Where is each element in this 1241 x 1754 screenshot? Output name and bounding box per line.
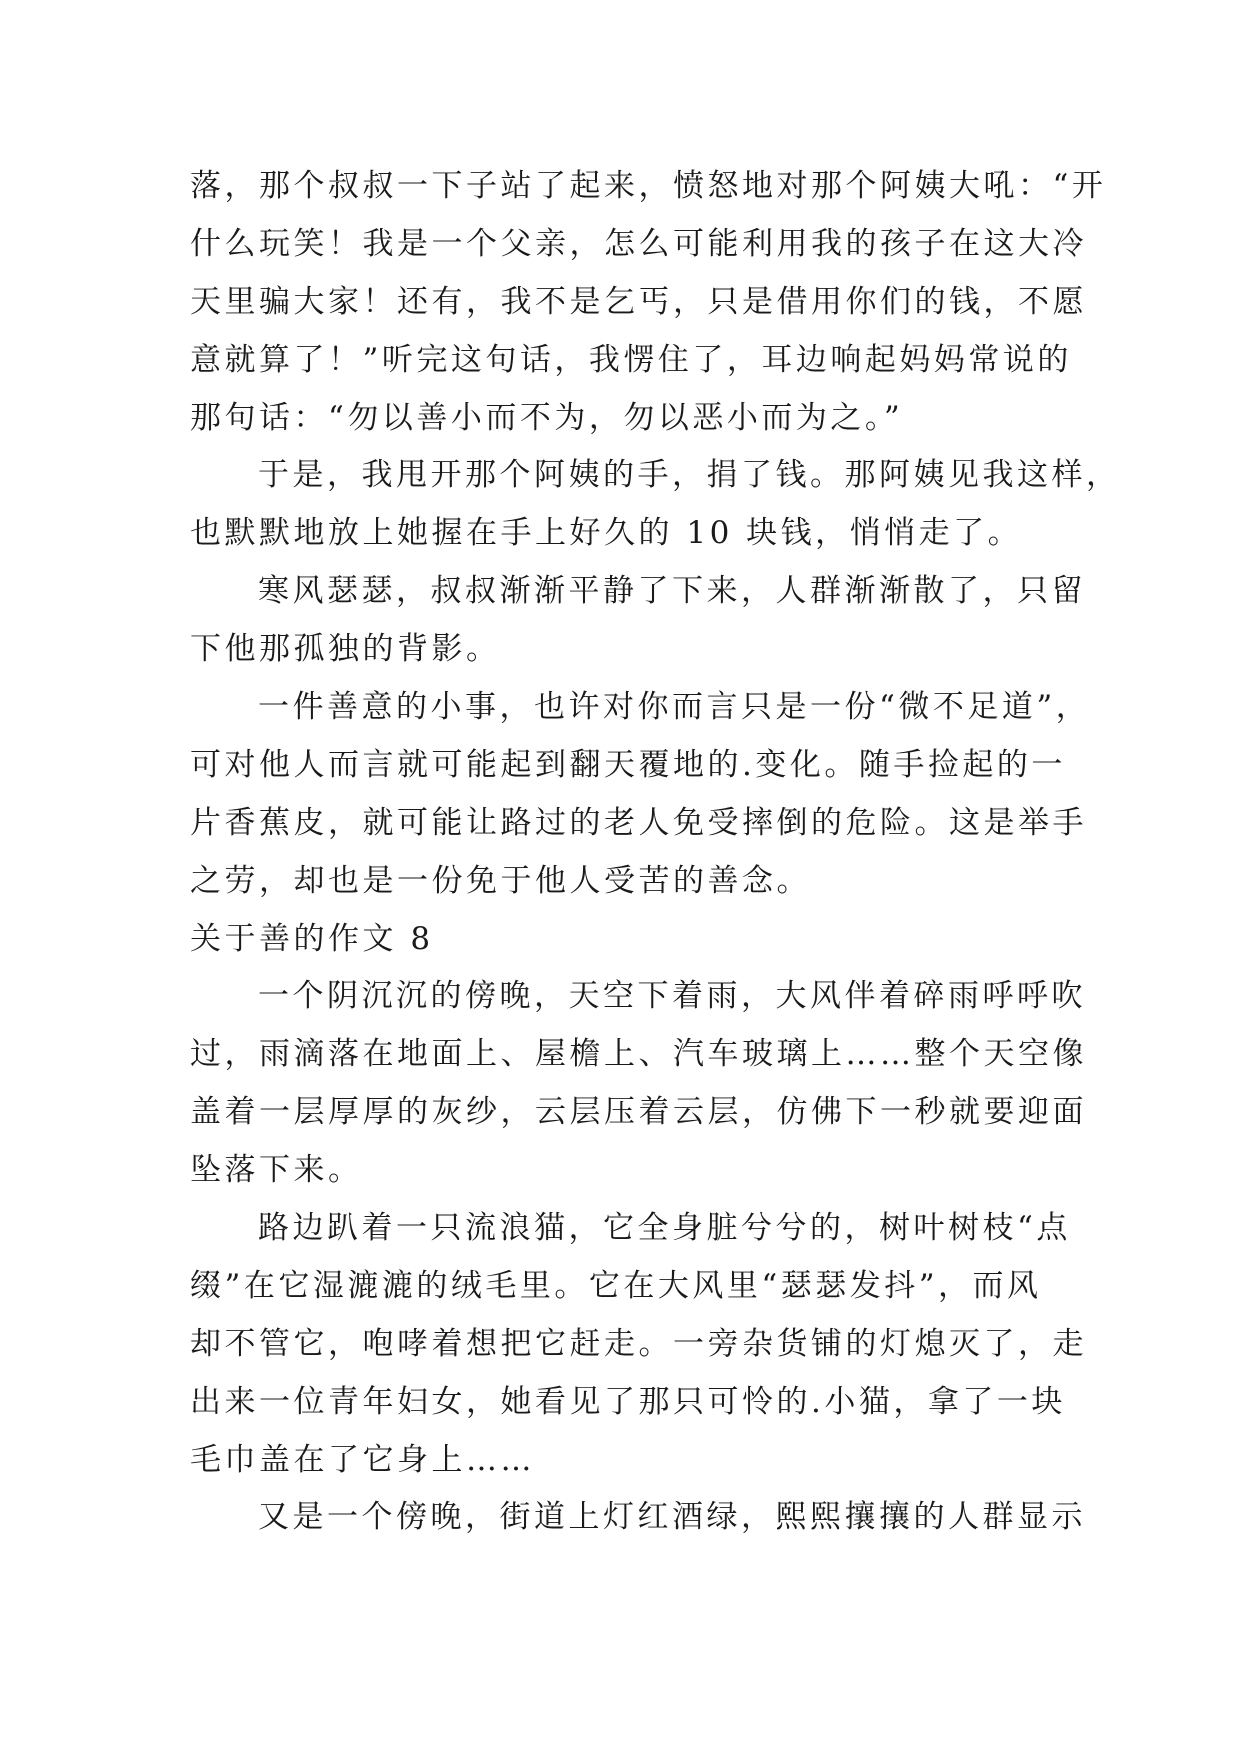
paragraph-start-line: 路边趴着一只流浪猫，它全身脏兮兮的，树叶树枝“点 <box>258 1210 1071 1247</box>
text-line: 盖着一层厚厚的灰纱，云层压着云层，仿佛下一秒就要迎面 <box>190 1094 1087 1131</box>
text-line: 什么玩笑！我是一个父亲，怎么可能利用我的孩子在这大冷 <box>190 225 1087 262</box>
text-line: 出来一位青年妇女，她看见了那只可怜的.小猫，拿了一块 <box>190 1383 1066 1420</box>
text-line: 也默默地放上她握在手上好久的 10 块钱，悄悄走了。 <box>190 515 1023 552</box>
text-line: 下他那孤独的背影。 <box>190 631 501 668</box>
paragraph-start-line: 寒风瑟瑟，叔叔渐渐平静了下来，人群渐渐散了，只留 <box>258 573 1086 610</box>
text-line: 片香蕉皮，就可能让路过的老人免受摔倒的危险。这是举手 <box>190 804 1087 841</box>
text-line: 之劳，却也是一份免于他人受苦的善念。 <box>190 862 811 899</box>
text-line: 坠落下来。 <box>190 1152 363 1189</box>
text-line: 天里骗大家！还有，我不是乞丐，只是借用你们的钱，不愿 <box>190 283 1087 320</box>
text-line: 却不管它，咆哮着想把它赶走。一旁杂货铺的灯熄灭了，走 <box>190 1325 1087 1362</box>
text-line: 可对他人而言就可能起到翻天覆地的.变化。随手捡起的一 <box>190 746 1066 783</box>
paragraph-start-line: 于是，我甩开那个阿姨的手，捐了钱。那阿姨见我这样， <box>258 457 1121 494</box>
paragraph-start-line: 一件善意的小事，也许对你而言只是一份“微不足道”， <box>258 689 1091 726</box>
text-line: 那句话：“勿以善小而不为，勿以恶小而为之。” <box>190 399 904 436</box>
text-line: 落，那个叔叔一下子站了起来，愤怒地对那个阿姨大吼：“开 <box>190 168 1107 204</box>
paragraph-start-line: 一个阴沉沉的傍晚，天空下着雨，大风伴着碎雨呼呼吹 <box>258 978 1086 1015</box>
text-line: 意就算了！”听完这句话，我愣住了，耳边响起妈妈常说的 <box>190 341 1072 378</box>
paragraph-start-line: 又是一个傍晚，街道上灯红酒绿，熙熙攘攘的人群显示 <box>258 1499 1086 1536</box>
section-heading: 关于善的作文 8 <box>190 920 434 957</box>
document-body <box>190 158 1121 1547</box>
text-line: 过，雨滴落在地面上、屋檐上、汽车玻璃上……整个天空像 <box>190 1036 1087 1073</box>
text-line: 缀”在它湿漉漉的绒毛里。它在大风里“瑟瑟发抖”，而风 <box>190 1267 1042 1304</box>
text-line: 毛巾盖在了它身上…… <box>190 1441 535 1478</box>
